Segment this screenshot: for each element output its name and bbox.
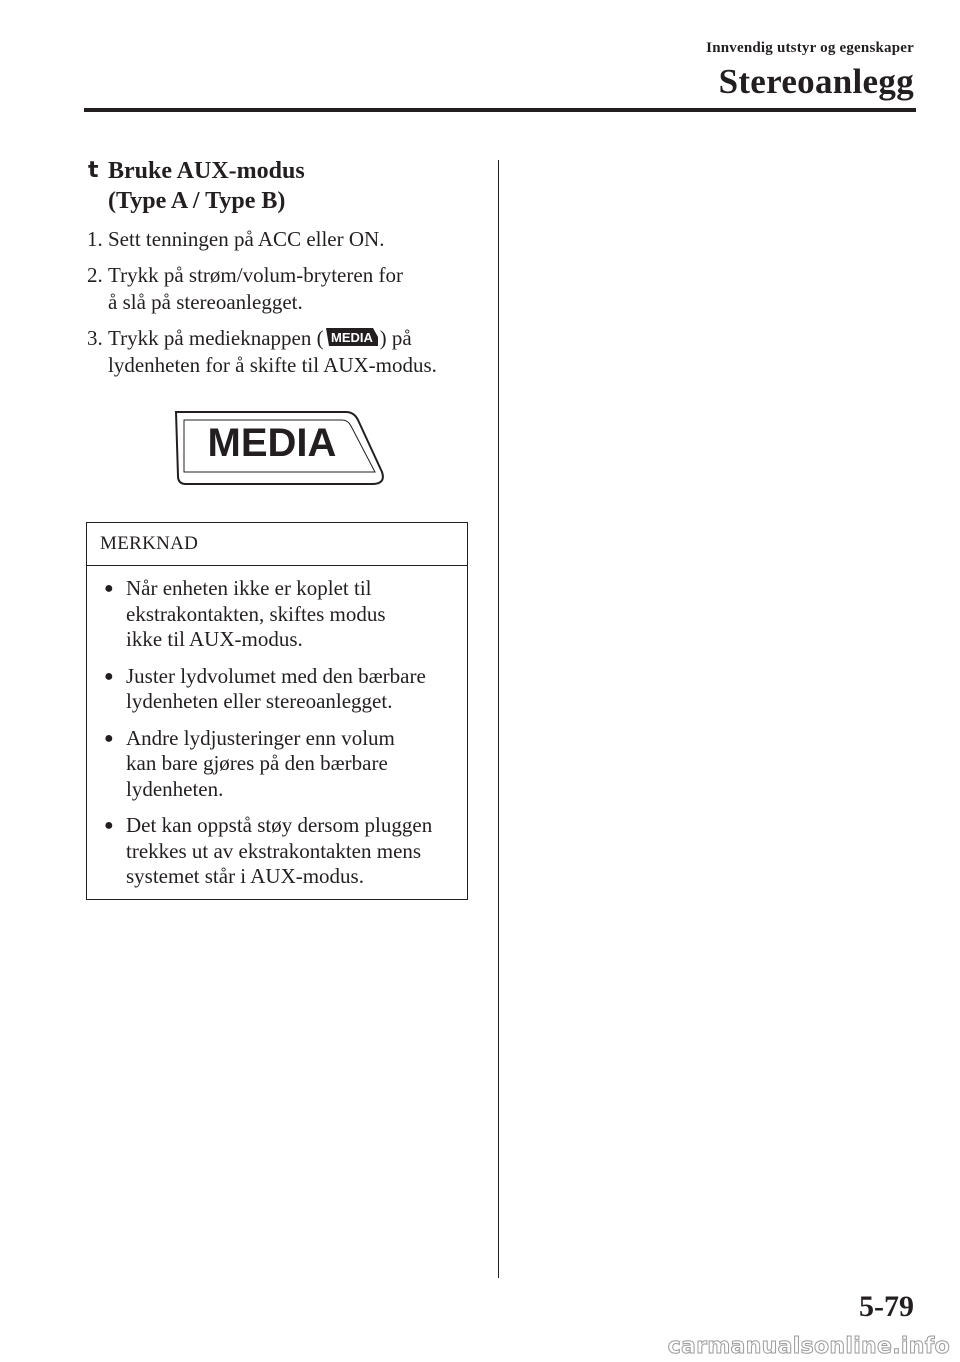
step-3-text-before: Trykk på medieknappen ( (108, 326, 324, 350)
section-marker: t (88, 158, 99, 183)
note-item (87, 576, 467, 653)
steps-list (87, 226, 487, 388)
media-button-label: MEDIA (207, 421, 337, 465)
note-item (87, 813, 467, 890)
note-2-line1: Juster lydvolumet med den bærbare (126, 663, 426, 688)
watermark: carmanualsonline.info (667, 1334, 950, 1359)
note-1-line3: ikke til AUX-modus. (126, 627, 303, 651)
note-item (87, 726, 467, 803)
chapter-title: Innvendig utstyr og egenskaper (706, 40, 914, 56)
note-1-line2: ekstrakontakten, skiftes modus (126, 601, 386, 626)
column-divider (498, 160, 499, 1278)
note-4-line1: Det kan oppstå støy dersom pluggen (126, 813, 433, 837)
bullet-icon: ● (104, 817, 114, 834)
note-4-line2: trekkes ut av ekstrakontakten mens (126, 838, 422, 863)
media-button-illustration (170, 408, 386, 488)
step-3-line2: lydenheten for å skifte til AUX-modus. (108, 353, 437, 377)
step-1-line1: Sett tenningen på ACC eller ON. (108, 227, 385, 251)
step-1-number: 1. (87, 227, 103, 251)
section-heading (108, 156, 305, 216)
note-box (86, 522, 468, 900)
step-1 (87, 226, 487, 253)
step-3 (87, 325, 487, 379)
header-rule (84, 108, 916, 112)
note-3-line2: kan bare gjøres på den bærbare (126, 751, 388, 775)
note-4-line3: systemet står i AUX-modus. (126, 864, 364, 888)
section-heading-line2: (Type A / Type B) (108, 188, 286, 214)
step-2-line2: å slå på stereoanlegget. (108, 290, 303, 314)
note-2-line2: lydenheten eller stereoanlegget. (126, 689, 393, 713)
section-heading-line1: Bruke AUX-modus (108, 158, 305, 184)
step-3-text-after: ) på (379, 326, 412, 350)
note-3-line3: lydenheten. (126, 776, 224, 801)
note-item (87, 664, 467, 715)
bullet-icon: ● (104, 729, 114, 747)
note-heading: MERKNAD (87, 523, 467, 566)
media-icon-label: MEDIA (330, 330, 373, 345)
bullet-icon: ● (104, 667, 114, 685)
step-2-number: 2. (87, 263, 103, 287)
bullet-icon: ● (104, 580, 114, 597)
note-3-line1: Andre lydjusteringer enn volum (126, 725, 395, 750)
step-3-number: 3. (87, 326, 103, 350)
step-2 (87, 262, 487, 316)
step-2-line1: Trykk på strøm/volum-bryteren for (108, 263, 403, 287)
note-1-line1: Når enheten ikke er koplet til (126, 576, 372, 600)
media-button-icon (325, 326, 379, 348)
page-number: 5-79 (859, 1290, 914, 1323)
section-title: Stereoanlegg (718, 62, 914, 101)
note-list (87, 566, 467, 890)
